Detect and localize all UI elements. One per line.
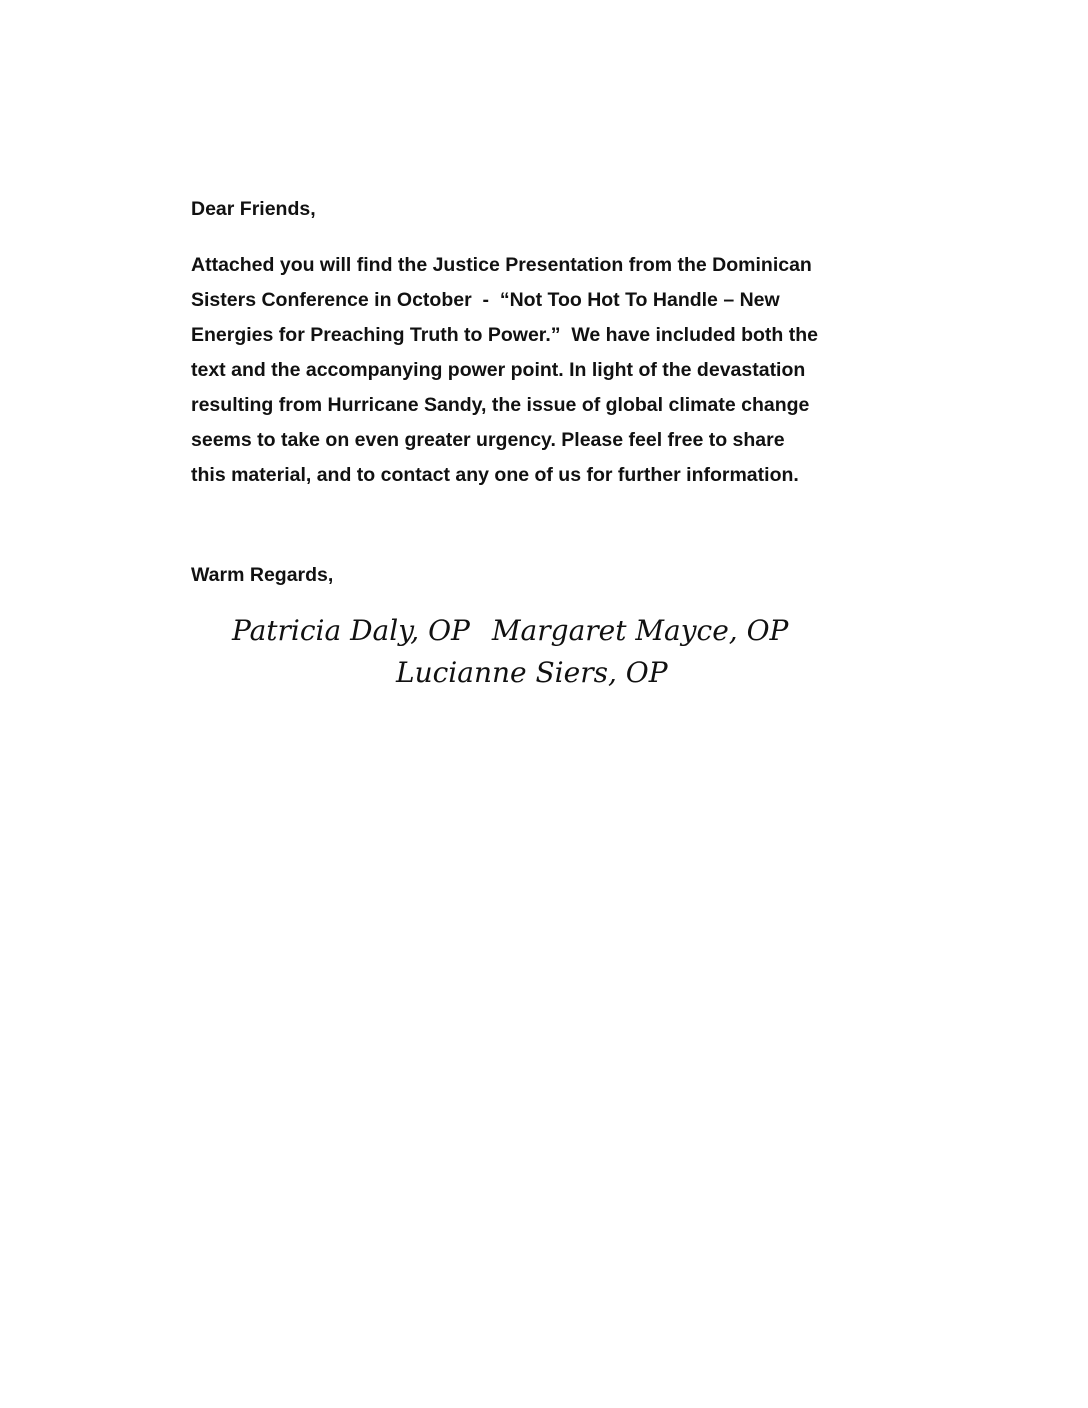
salutation: Dear Friends,: [191, 198, 316, 220]
paragraph-line: text and the accompanying power point. In light of the devastation: [191, 359, 806, 381]
paragraph-line: this material, and to contact any one of us for further information.: [191, 464, 799, 486]
signature-patricia-daly: Patricia Daly, OP: [232, 614, 470, 647]
signature-margaret-mayce: Margaret Mayce, OP: [491, 614, 789, 647]
letter-paragraph: [191, 248, 911, 493]
signature-line: [0, 652, 1088, 694]
signature-line: [0, 610, 1088, 652]
signature-lucianne-siers: Lucianne Siers, OP: [396, 656, 668, 689]
letter-body: [191, 192, 911, 493]
paragraph-line: Energies for Preaching Truth to Power.” We have included both the: [191, 324, 818, 346]
signature-block: [0, 610, 1088, 694]
closing: Warm Regards,: [191, 564, 334, 586]
paragraph-line: resulting from Hurricane Sandy, the issue of global climate change: [191, 394, 810, 416]
paragraph-line: Sisters Conference in October - “Not Too Hot To Handle – New: [191, 289, 780, 311]
paragraph-line: Attached you will find the Justice Presentation from the Dominican: [191, 254, 812, 276]
paragraph-line: seems to take on even greater urgency. Please feel free to share: [191, 429, 785, 451]
